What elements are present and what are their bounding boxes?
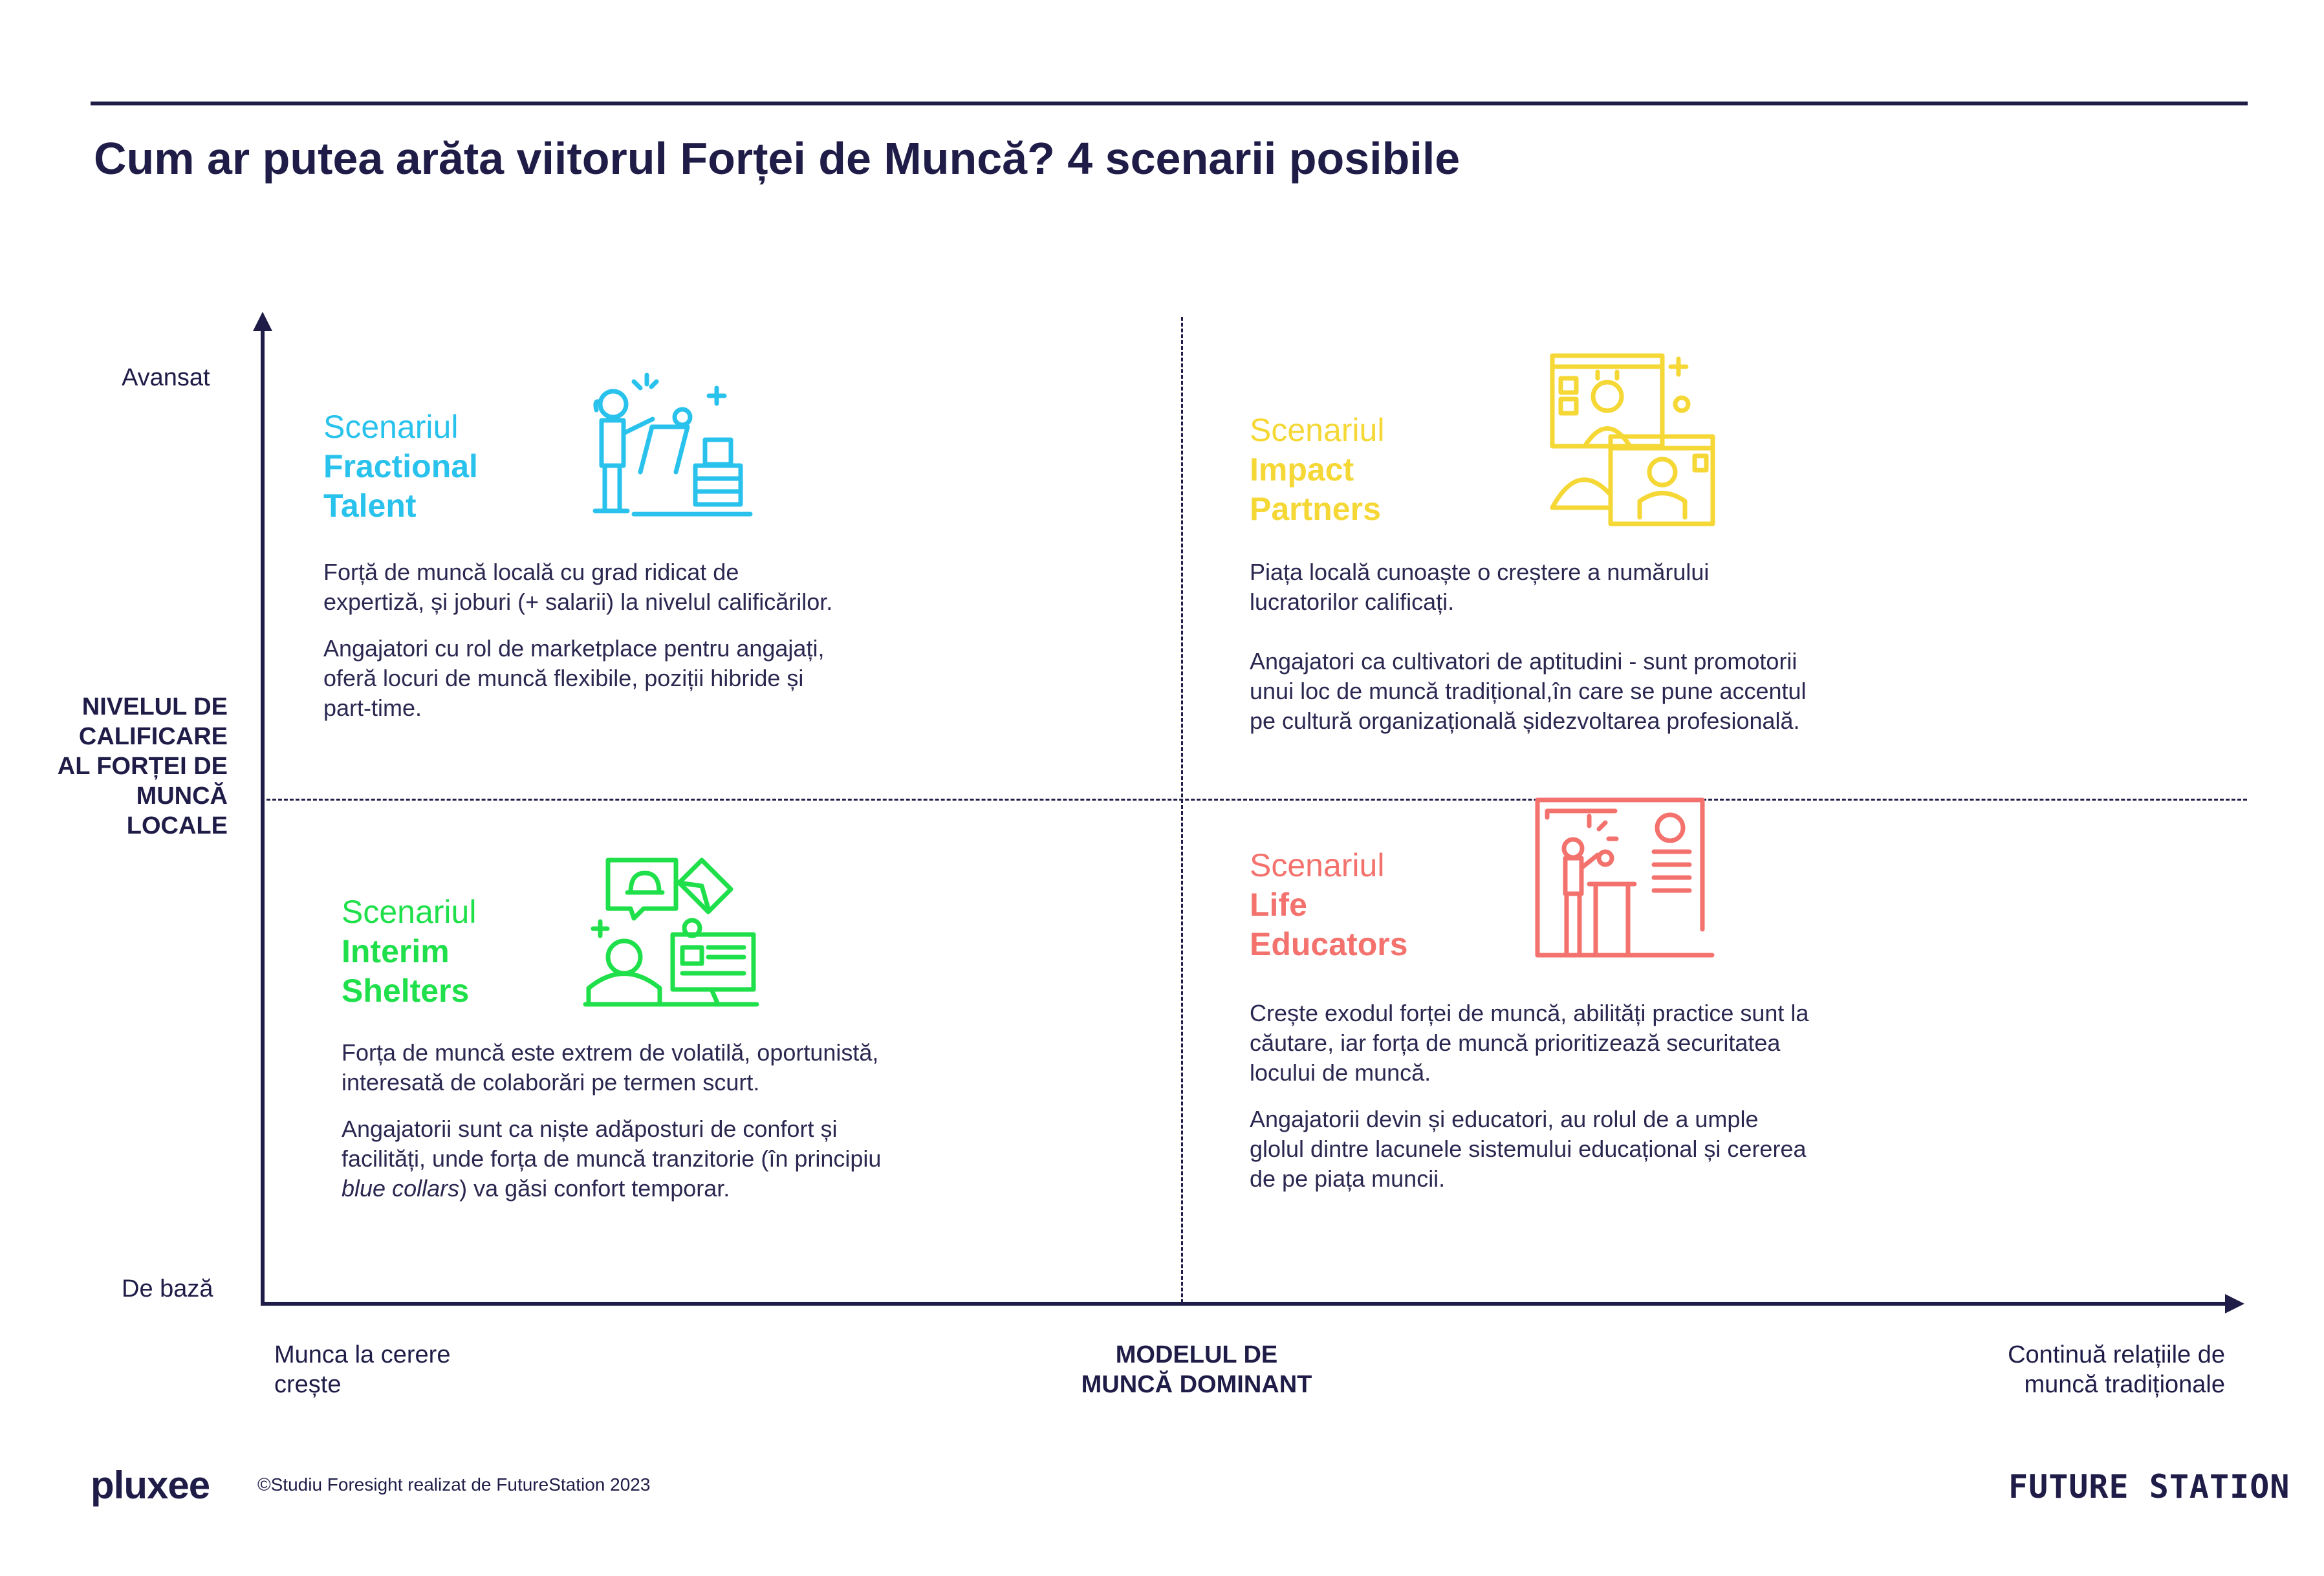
scenario-fractional-talent-description: Forță de muncă locală cu grad ridicat de expertiză, și joburi (+ salarii) la nivelul calificărilor. Angajatori cu rol de marketplace pentru angajați, oferă locuri de muncă flexibile, poziții hibride și part-time. bbox=[323, 559, 833, 721]
scenario-life-educators-description: Crește exodul forței de muncă, abilități practice sunt la căutare, iar forța de muncă prioritizează securitatea locului de muncă. Angajatorii devin și educatori, au rolul de a umple glolul dintre lacunele sistemului educațional și cererea de pe piața muncii. bbox=[1250, 1000, 1809, 1192]
pluxee-logo: pluxee bbox=[91, 1463, 210, 1507]
footer-copyright-note: ©Studiu Foresight realizat de FutureStation 2023 bbox=[257, 1474, 651, 1495]
future-station-logo: FUTURE STATION bbox=[2008, 1468, 2290, 1506]
scenario-life-educators-heading: Scenariul Life Educators bbox=[1250, 847, 1408, 962]
video-call-screens-icon bbox=[1549, 352, 1724, 527]
scenario-interim-shelters-heading: Scenariul Interim Shelters bbox=[342, 894, 477, 1009]
teacher-at-podium-icon bbox=[1534, 797, 1709, 968]
y-axis-title: NIVELUL DE CALIFICARE AL FORȚEI DE MUNCĂ LOCALE bbox=[57, 693, 228, 839]
y-axis-arrow-icon bbox=[253, 312, 272, 331]
x-axis-right-label: Continuă relațiile de muncă tradiționale bbox=[2008, 1341, 2225, 1398]
scenario-impact-partners-description: Piața locală cunoaște o creștere a numărului lucratorilor calificați. Angajatori ca cultivatori de aptitudini - sunt promotorii unui loc de muncă tradițional,în care se pune accentul pe cultură organizațională șidezvoltarea profesională. bbox=[1250, 559, 1807, 734]
page-title: Cum ar putea arăta viitorul Forței de Muncă? 4 scenarii posibile bbox=[94, 133, 1461, 184]
x-axis-title: MODELUL DE MUNCĂ DOMINANT bbox=[1081, 1341, 1312, 1398]
x-axis-line bbox=[261, 1302, 2230, 1306]
y-axis-line bbox=[261, 320, 265, 1305]
person-at-desk-with-laptop-icon bbox=[569, 369, 763, 524]
x-axis-arrow-icon bbox=[2225, 1294, 2244, 1313]
y-axis-top-label: Avansat bbox=[122, 364, 210, 391]
scenario-interim-shelters-description: Forța de muncă este extrem de volatilă, oportunistă, interesată de colaborări pe termen scurt. Angajatorii sunt ca niște adăposturi de confort și facilități, unde forța de muncă tranzitorie (în principiu blue collars) va găsi confort temporar. bbox=[342, 1039, 882, 1202]
vertical-quadrant-divider bbox=[1181, 317, 1183, 1303]
scenario-fractional-talent-heading: Scenariul Fractional Talent bbox=[323, 409, 478, 524]
header-rule bbox=[91, 102, 2248, 105]
y-axis-bottom-label: De bază bbox=[122, 1275, 213, 1302]
remote-worker-notifications-icon bbox=[582, 857, 760, 1009]
scenario-impact-partners-heading: Scenariul Impact Partners bbox=[1250, 412, 1385, 527]
horizontal-quadrant-divider bbox=[266, 799, 2247, 801]
x-axis-left-label: Munca la cerere crește bbox=[274, 1341, 451, 1398]
